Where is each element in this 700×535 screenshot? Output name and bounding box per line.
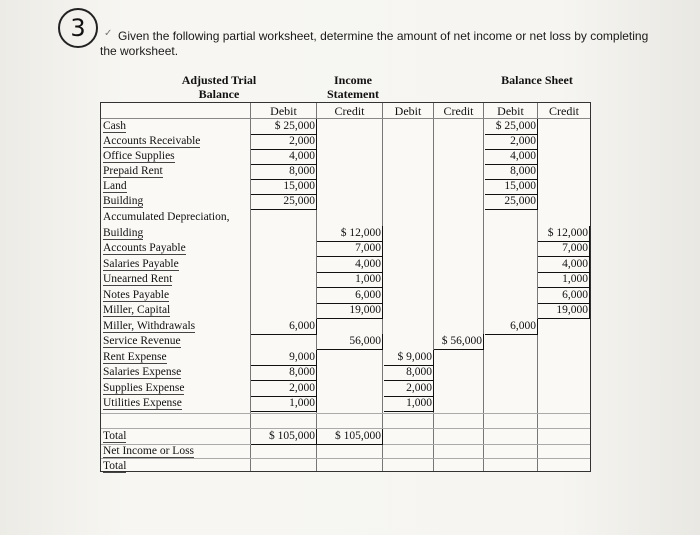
bs-debit-cell: 8,000 — [485, 164, 538, 180]
account-salaries-expense — [103, 365, 181, 380]
account-ap — [103, 241, 186, 256]
account-withdrawals — [103, 319, 195, 334]
balance-sheet-header: Balance Sheet — [501, 73, 573, 87]
is-debit-cell: 1,000 — [384, 396, 434, 412]
problem-number-badge: 3 — [58, 8, 98, 48]
divider — [433, 103, 434, 471]
bs-credit-header: Credit — [549, 104, 579, 118]
bs-credit-cell: $ 12,000 — [538, 226, 590, 242]
account-label: Prepaid Rent — [103, 165, 163, 177]
is-credit-cell: $ 56,000 — [434, 334, 484, 350]
trial-balance-header: Adjusted Trial Balance — [181, 73, 257, 101]
account-ar — [103, 134, 200, 149]
tb-credit-cell: 1,000 — [317, 272, 383, 288]
account-label: Building — [103, 227, 144, 239]
account-cash — [103, 119, 126, 134]
tb-debit-cell: 2,000 — [251, 381, 317, 397]
account-label: Supplies Expense — [103, 382, 185, 394]
account-label: Total — [103, 430, 127, 442]
tb-debit-cell: 1,000 — [251, 396, 317, 412]
tb-debit-cell: 8,000 — [251, 365, 317, 381]
bs-debit-cell: 25,000 — [485, 194, 538, 210]
is-debit-cell: $ 9,000 — [384, 350, 434, 366]
bs-credit-cell: 7,000 — [538, 241, 590, 257]
tb-debit-cell: 15,000 — [251, 179, 317, 195]
account-label: Unearned Rent — [103, 273, 173, 285]
is-debit-cell: 8,000 — [384, 365, 434, 381]
tb-credit-cell: $ 12,000 — [317, 226, 383, 242]
bs-credit-cell: 19,000 — [538, 303, 590, 319]
tb-credit-cell: 7,000 — [317, 241, 383, 257]
tb-credit-cell: 19,000 — [317, 303, 383, 319]
account-label: Miller, Withdrawals — [103, 320, 196, 332]
account-accum-dep-line2 — [103, 226, 143, 241]
tb-credit-cell: 4,000 — [317, 257, 383, 273]
account-label: Cash — [103, 120, 126, 132]
tb-credit-cell: 56,000 — [317, 334, 383, 350]
is-debit-header: Debit — [394, 104, 422, 118]
account-land — [103, 179, 127, 194]
tb-debit-cell: 2,000 — [251, 134, 317, 150]
account-utilities-expense — [103, 396, 182, 411]
account-label: Notes Payable — [103, 289, 170, 301]
account-label: Rent Expense — [103, 351, 167, 363]
account-office-supplies — [103, 149, 175, 164]
worksheet-table — [100, 102, 591, 472]
account-prepaid-rent — [103, 164, 163, 179]
account-label: Net Income or Loss — [103, 445, 195, 457]
tb-debit-cell: $ 25,000 — [251, 119, 317, 135]
tb-credit-total: $ 105,000 — [317, 429, 383, 445]
tb-credit-header: Credit — [334, 104, 365, 118]
final-total-label — [103, 459, 126, 474]
total-row-label — [103, 429, 126, 444]
account-label: Miller, Capital — [103, 304, 171, 316]
tb-debit-cell: 4,000 — [251, 149, 317, 165]
account-label: Land — [103, 180, 127, 192]
account-service-revenue — [103, 334, 181, 349]
account-label: Utilities Expense — [103, 397, 182, 409]
tb-debit-cell: 8,000 — [251, 164, 317, 180]
is-credit-header: Credit — [443, 104, 474, 118]
account-label: Accumulated Depreciation, — [103, 211, 230, 223]
account-unearned-rent — [103, 272, 172, 287]
bs-debit-header: Debit — [497, 104, 524, 118]
tb-debit-total: $ 105,000 — [251, 429, 317, 445]
divider — [483, 103, 484, 471]
bs-credit-cell: 1,000 — [538, 272, 590, 288]
bs-debit-cell: $ 25,000 — [485, 119, 538, 135]
bs-credit-cell: 6,000 — [538, 288, 590, 304]
account-label: Salaries Payable — [103, 258, 179, 270]
bs-debit-cell: 6,000 — [485, 319, 538, 335]
bs-credit-cell: 4,000 — [538, 257, 590, 273]
account-supplies-expense — [103, 381, 184, 396]
row-divider — [101, 413, 590, 414]
account-label: Accounts Payable — [103, 242, 186, 254]
account-rent-expense — [103, 350, 167, 365]
tb-credit-cell: 6,000 — [317, 288, 383, 304]
account-label: Office Supplies — [103, 150, 175, 162]
bs-debit-cell: 2,000 — [485, 134, 538, 150]
account-capital — [103, 303, 170, 318]
instructions-text: Given the following partial worksheet, determine the amount of net income or net loss by completing the worksheet. — [100, 29, 649, 58]
account-label: Total — [103, 460, 127, 472]
account-label: Building — [103, 195, 144, 207]
is-debit-cell: 2,000 — [384, 381, 434, 397]
tb-debit-cell: 6,000 — [251, 319, 317, 335]
account-salaries-payable — [103, 257, 179, 272]
account-label: Salaries Expense — [103, 366, 182, 378]
account-accum-dep — [103, 210, 229, 225]
net-income-label — [103, 444, 194, 459]
bs-debit-cell: 4,000 — [485, 149, 538, 165]
account-label: Accounts Receivable — [103, 135, 201, 147]
income-statement-header: Income Statement — [327, 73, 379, 101]
account-label: Service Revenue — [103, 335, 181, 347]
check-mark-icon: ✓ — [104, 28, 113, 39]
bs-debit-cell: 15,000 — [485, 179, 538, 195]
tb-debit-cell: 9,000 — [251, 350, 317, 366]
account-notes-payable — [103, 288, 169, 303]
tb-debit-header: Debit — [270, 104, 297, 118]
account-building — [103, 194, 143, 209]
tb-debit-cell: 25,000 — [251, 194, 317, 210]
